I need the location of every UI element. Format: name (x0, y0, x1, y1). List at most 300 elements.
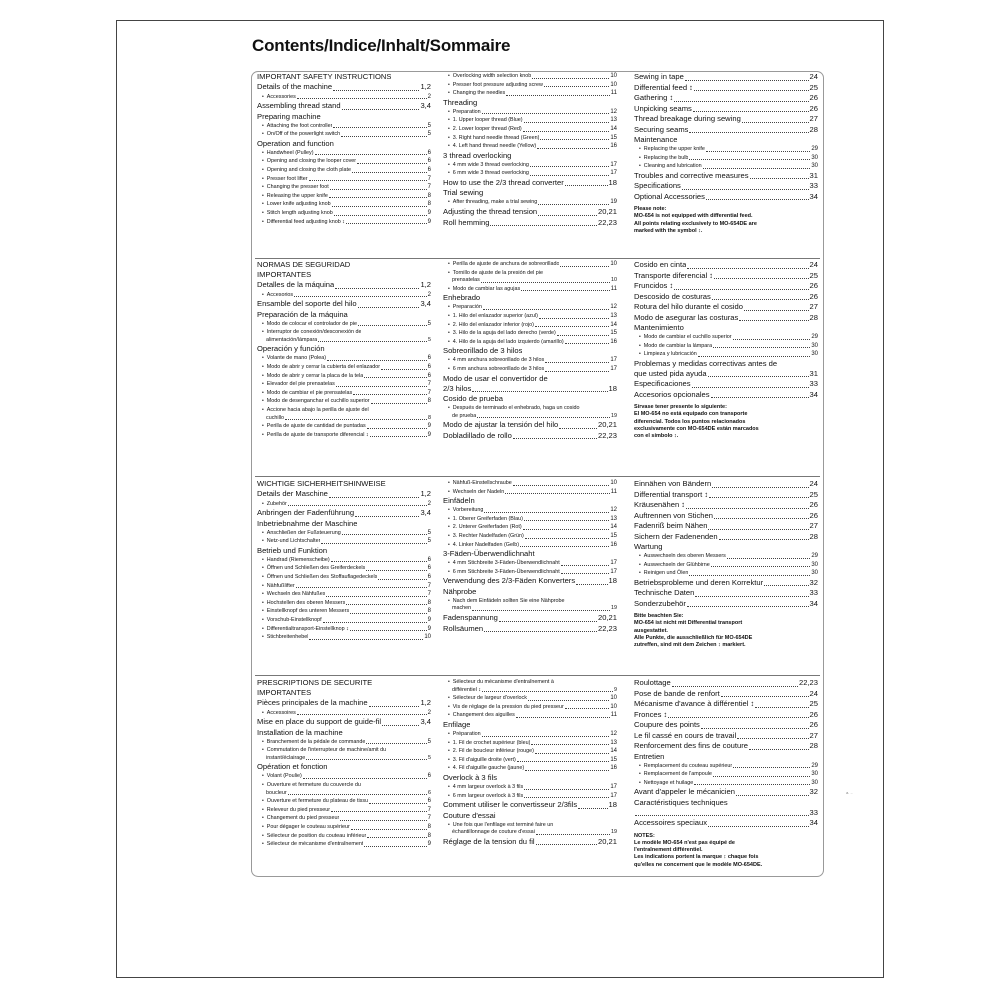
entry-title: • 3. Rechter Nadelfaden (Grün) (448, 532, 524, 541)
dot-leader (535, 326, 609, 327)
column-2 (443, 479, 617, 674)
entry-title: • Después de terminado el enhebrado, haga un cosido (448, 404, 580, 413)
toc-entry (443, 773, 617, 783)
column-3 (634, 260, 818, 474)
page-number: 12 (610, 507, 617, 514)
toc-entry (443, 374, 617, 384)
page-number: 17 (610, 792, 617, 799)
dot-leader (366, 570, 426, 571)
toc-entry (257, 537, 431, 546)
entry-title: PRESCRIPTIONS DE SECURITE (257, 678, 373, 687)
page-number: 30 (811, 570, 818, 577)
entry-title: Securing seams (634, 124, 689, 134)
entry-title: Operación y función (257, 344, 325, 354)
entry-title: • Presser foot pressure adjusting screw (448, 81, 543, 90)
page-number: 10 (610, 695, 617, 702)
entry-title: instant/éclairage (266, 754, 306, 761)
entry-title: • 6 mm largeur overlock à 3 fils (448, 792, 523, 801)
page-number: 26 (809, 103, 818, 113)
page-number: 15 (610, 532, 617, 539)
toc-entry (257, 422, 431, 431)
toc-entry (443, 116, 617, 125)
toc-entry (443, 687, 617, 695)
dot-leader (327, 360, 427, 361)
page-number: 9 (427, 218, 431, 225)
entry-title: Caractéristiques techniques (634, 797, 728, 807)
dot-leader (472, 610, 610, 611)
entry-title: échantillonnage de couture d'essai (452, 829, 535, 836)
entry-title: Accesorios opcionales (634, 389, 710, 399)
entry-title: 2/3 hilos (443, 383, 472, 393)
dot-leader (712, 299, 809, 300)
entry-title: Adjusting the thread tension (443, 207, 538, 217)
toc-entry (443, 587, 617, 597)
toc-entry (257, 139, 431, 149)
toc-entry (634, 787, 818, 798)
toc-entry (634, 145, 818, 154)
page-number: 34 (809, 389, 818, 399)
dot-leader (545, 371, 609, 372)
page-number: 1,2 (420, 280, 431, 289)
entry-title: • Volant (Poulie) (262, 772, 302, 781)
toc-entry (634, 171, 818, 182)
toc-entry (634, 302, 818, 313)
entry-title: • 2. Fil de boucleur inférieur (rouge) (448, 747, 534, 756)
page-number: 31 (809, 368, 818, 378)
toc-entry (634, 313, 818, 324)
page-number: 8 (427, 192, 431, 199)
page-number: 10 (611, 277, 617, 284)
dot-leader (674, 289, 808, 290)
page-number: 6 (427, 573, 431, 580)
dot-leader (506, 95, 610, 96)
toc-entry (257, 797, 431, 806)
dot-leader (719, 539, 809, 540)
toc-entry (634, 162, 818, 171)
toc-entry (634, 181, 818, 192)
toc-entry (257, 616, 431, 625)
dot-leader (530, 175, 609, 176)
page-number: 7 (427, 806, 431, 813)
entry-title: Sewing in tape (634, 72, 684, 81)
page-number: 6 (427, 372, 431, 379)
toc-entry (634, 762, 818, 771)
entry-title: Roll hemming (443, 217, 490, 227)
entry-title: • Zubehör (262, 500, 287, 509)
toc-entry (634, 379, 818, 390)
toc-entry (634, 599, 818, 610)
toc-entry (443, 605, 617, 613)
dot-leader (505, 493, 610, 494)
page-number: 22,23 (597, 217, 617, 227)
entry-title: • Lower knife adjusting knob (262, 200, 331, 209)
dot-leader (513, 485, 610, 486)
page-number: 8 (427, 823, 431, 830)
toc-entry (443, 142, 617, 151)
dot-leader (536, 834, 610, 835)
entry-title: Wartung (634, 542, 663, 551)
toc-entry (257, 738, 431, 747)
dot-leader (288, 505, 427, 506)
toc-entry (257, 582, 431, 591)
page-number: 29 (811, 553, 818, 559)
entry-title: Opération et fonction (257, 762, 328, 772)
toc-entry (257, 489, 431, 500)
toc-entry (634, 532, 818, 543)
dot-leader (672, 686, 798, 687)
entry-title: Mantenimiento (634, 323, 684, 332)
toc-entry (634, 699, 818, 710)
dot-leader (711, 566, 811, 567)
note-line: marked with the symbol ↕. (634, 227, 703, 234)
dot-leader (736, 795, 809, 796)
page-number: 6 (427, 355, 431, 362)
entry-title: • Differential feed adjusting knob ↕ (262, 218, 345, 227)
entry-title: • Ouverture et fermeture du plateau de tissu (262, 797, 368, 806)
entry-title: Gathering ↕ (634, 93, 674, 102)
page-number: 20,21 (597, 836, 617, 846)
toc-entry (257, 625, 431, 634)
page-number: 1,2 (420, 698, 431, 707)
entry-title: Enfilage (443, 719, 471, 729)
page-number: 28 (809, 312, 818, 322)
dot-leader (706, 199, 809, 200)
page-number: 10 (610, 81, 617, 88)
dot-leader (326, 596, 426, 597)
entry-title: Details of the machine (257, 82, 333, 91)
band-german (252, 479, 823, 674)
dot-leader (484, 631, 597, 632)
toc-entry (257, 832, 431, 841)
toc-entry (443, 169, 617, 178)
toc-entry (443, 338, 617, 347)
page-number: 18 (608, 177, 617, 187)
dot-leader (528, 700, 609, 701)
entry-title: • After threading, make a trial sewing (448, 198, 537, 207)
dot-leader (714, 278, 808, 279)
dot-leader (483, 309, 609, 310)
note-line: qu'elles ne concernent que le modèle MO-654DE. (634, 861, 763, 868)
entry-title: • Accessories (262, 93, 296, 102)
page-number: 6 (427, 158, 431, 165)
toc-entry (443, 356, 617, 365)
toc-entry (634, 578, 818, 589)
entry-title: • 4 mm Stichbreite 3-Fäden-Überwendlichnaht (448, 559, 560, 568)
toc-entry (443, 541, 617, 550)
band-separator (255, 476, 820, 477)
entry-title: • Modo de cambiar el pie prensatelas (262, 389, 352, 398)
dot-leader (744, 310, 809, 311)
dot-leader (703, 168, 811, 169)
toc-entry (443, 346, 617, 356)
dot-leader (524, 122, 610, 123)
toc-entry (257, 192, 431, 201)
entry-title: de prueba (452, 412, 477, 419)
toc-entry (634, 552, 818, 561)
column-2 (443, 678, 617, 876)
toc-entry (257, 479, 431, 489)
toc-entry (257, 678, 431, 688)
dot-leader (520, 546, 609, 547)
page-number: 19 (611, 605, 617, 612)
dot-leader (499, 621, 597, 622)
column-1 (257, 72, 431, 255)
entry-title: • Differentialtransport-Einstellknop ↕ (262, 625, 349, 634)
entry-title: Betrieb und Funktion (257, 545, 328, 555)
dot-leader (538, 215, 597, 216)
toc-entry (634, 154, 818, 163)
page-number: 27 (809, 114, 818, 123)
toc-entry (443, 431, 617, 442)
dot-leader (357, 163, 427, 164)
toc-entry (257, 299, 431, 310)
page-number: 33 (809, 807, 818, 817)
toc-entry (443, 312, 617, 321)
dot-leader (335, 288, 419, 289)
entry-title: Réglage de la tension du fil (443, 836, 535, 846)
dot-leader (524, 797, 609, 798)
toc-entry (257, 157, 431, 166)
entry-title: • Préparation (448, 730, 481, 739)
toc-entry (634, 511, 818, 522)
entry-title: • 4 mm wide 3 thread overlocking (448, 161, 529, 170)
entry-title: Cosido de prueba (443, 394, 503, 404)
entry-title: NORMAS DE SEGURIDAD (257, 260, 351, 269)
toc-entry (634, 490, 818, 501)
page-number: 29 (811, 762, 818, 769)
toc-entry (634, 114, 818, 125)
toc-entry (634, 752, 818, 762)
toc-entry (443, 678, 617, 687)
page-number: 9 (427, 616, 431, 623)
toc-entry (443, 198, 617, 207)
entry-title: • Accessoires (262, 709, 296, 718)
entry-title: • Remplacement de l'ampoule (639, 770, 712, 779)
dot-leader (370, 436, 427, 437)
toc-entry (634, 323, 818, 333)
toc-entry (443, 98, 617, 108)
page-number: 16 (610, 338, 617, 345)
dot-leader (565, 708, 609, 709)
entry-title: Enhebrado (443, 293, 481, 303)
entry-title: • Tornillo de ajuste de la presión del pie (448, 269, 543, 278)
toc-entry (257, 529, 431, 538)
toc-entry (634, 271, 818, 282)
dot-leader (490, 225, 597, 226)
toc-entry (257, 717, 431, 728)
dot-leader (306, 759, 427, 760)
entry-title: alimentación/lámpara (266, 336, 318, 343)
note-line: con el símbolo ↕. (634, 433, 679, 440)
toc-entry (443, 703, 617, 712)
entry-title: prensatelas (452, 277, 480, 284)
dot-leader (329, 497, 420, 498)
page-number: 16 (610, 143, 617, 150)
toc-entry (443, 720, 617, 730)
page-number: 20,21 (597, 207, 617, 217)
page-number: 17 (610, 357, 617, 364)
toc-entry (634, 260, 818, 271)
dot-leader (477, 417, 610, 418)
dot-leader (296, 587, 427, 588)
dot-leader (524, 520, 609, 521)
entry-title: Nähprobe (443, 586, 477, 596)
entry-title: • Modo de abrir y cerrar la cubierta del enlazador (262, 363, 380, 372)
toc-entry (443, 207, 617, 218)
page-number: 6 (427, 166, 431, 173)
toc-entry (257, 183, 431, 192)
dot-leader (318, 341, 427, 342)
dot-leader (559, 428, 597, 429)
page-number: 9 (427, 431, 431, 438)
page-number: 32 (809, 787, 818, 797)
entry-title: Modo de asegurar las costuras (634, 312, 739, 322)
entry-title: Accessoires speciaux (634, 818, 708, 828)
dot-leader (694, 90, 809, 91)
page-number: 1,2 (420, 82, 431, 91)
page-number: 30 (811, 771, 818, 778)
toc-entry (634, 281, 818, 292)
page-number: 8 (427, 201, 431, 208)
dot-leader (713, 347, 810, 348)
entry-title: que usted pida ayuda (634, 368, 707, 378)
page-number: 22,23 (597, 430, 617, 440)
entry-title: • Opening and closing the cloth plate (262, 166, 351, 175)
toc-entry (257, 260, 431, 270)
note-line: Les indications portent la marque ↕ chaque fois (634, 854, 759, 861)
dot-leader (708, 826, 809, 827)
toc-entry (443, 188, 617, 198)
toc-entry (257, 389, 431, 398)
entry-title: Comment utiliser le convertisseur 2/3fils (443, 800, 578, 810)
entry-title: Preparación de la máquina (257, 309, 348, 319)
page-number: 6 (427, 556, 431, 563)
dot-leader (689, 132, 808, 133)
entry-title: Operation and function (257, 138, 334, 148)
entry-title: Betriebsprobleme und deren Korrektur (634, 577, 764, 587)
model-note (634, 613, 818, 649)
entry-title: • Nettoyage et huilage (639, 779, 693, 788)
entry-title: Dobladillado de rollo (443, 430, 512, 440)
page-number: 9 (427, 841, 431, 848)
page-number: 32 (809, 577, 818, 587)
band-english (252, 72, 823, 255)
column-1 (257, 678, 431, 876)
dot-leader (346, 223, 427, 224)
page-number: 17 (610, 783, 617, 790)
toc-entry (257, 380, 431, 389)
entry-title: • Accione hacia abajo la perilla de ajuste del (262, 406, 369, 415)
page-number: 19 (610, 199, 617, 206)
page-number: 6 (427, 363, 431, 370)
dot-leader (525, 770, 609, 771)
toc-entry (443, 694, 617, 703)
dot-leader (538, 204, 609, 205)
page-number: 15 (610, 330, 617, 337)
band-separator (255, 258, 820, 259)
toc-entry (257, 728, 431, 738)
toc-entry (257, 310, 431, 320)
toc-entry (257, 200, 431, 209)
page-number: 2 (427, 291, 431, 298)
column-2 (443, 260, 617, 474)
model-note (634, 833, 818, 869)
toc-entry (443, 479, 617, 488)
toc-entry (443, 792, 617, 801)
toc-entry (443, 218, 617, 229)
dot-leader (381, 369, 427, 370)
entry-title: Fadenriß beim Nähen (634, 521, 708, 530)
entry-title: • Perilla de ajuste de anchura de sobreorillado (448, 260, 559, 269)
dot-leader (355, 516, 419, 517)
toc-entry (443, 285, 617, 294)
toc-entry (257, 840, 431, 849)
toc-entry (443, 576, 617, 587)
toc-entry (443, 624, 617, 635)
toc-entry (257, 564, 431, 573)
toc-entry (443, 81, 617, 90)
note-line: Alle Punkte, die ausschließlich für MO-654DE (634, 634, 753, 641)
dot-leader (530, 166, 609, 167)
entry-title: Fronces ↕ (634, 709, 668, 719)
entry-title: Optional Accessories (634, 191, 705, 201)
dot-leader (330, 189, 427, 190)
entry-title: • Öffnen und Schließen des Stoffauflagedeckels (262, 573, 377, 582)
dot-leader (350, 630, 427, 631)
entry-title: Sichern der Fadenenden (634, 531, 718, 541)
page-number: 5 (427, 131, 431, 138)
entry-title: • 4 mm largeur overlock à 3 fils (448, 783, 523, 792)
page-number: 22,23 (798, 678, 818, 687)
entry-title: • Modo de colocar el controlador de pie (262, 320, 357, 329)
toc-entry (443, 89, 617, 98)
dot-leader (521, 290, 610, 291)
dot-leader (733, 767, 810, 768)
dot-leader (687, 606, 809, 607)
entry-title: • Stitch length adjusting knob (262, 209, 333, 218)
dot-leader (711, 397, 809, 398)
entry-title: • 6 mm anchura sobreorillado de 3 hilos (448, 365, 544, 374)
entry-title: Differential transport ↕ (634, 489, 709, 499)
page-number: 17 (610, 365, 617, 372)
entry-title: • Elevador del pie prensatelas (262, 380, 335, 389)
entry-title: • Nähfuß-Einstellschraube (448, 479, 512, 488)
note-line: Bitte beachten Sie: (634, 613, 684, 620)
page-number: 3,4 (420, 299, 431, 309)
toc-entry (257, 415, 431, 423)
toc-entry (634, 333, 818, 342)
toc-entry (443, 549, 617, 559)
entry-title: Unpicking seams (634, 103, 692, 113)
note-line: NOTES: (634, 832, 655, 839)
entry-title: machen (452, 605, 472, 612)
page-number: 8 (427, 832, 431, 839)
entry-title: • Preparation (448, 108, 481, 117)
toc-entry (443, 837, 617, 848)
dot-leader (693, 111, 809, 112)
dot-leader (536, 844, 597, 845)
entry-title: • Modo de abrir y cerrar la placa de la tela (262, 372, 363, 381)
toc-entry (257, 101, 431, 112)
toc-entry (634, 798, 818, 808)
page-number: 9 (427, 625, 431, 632)
band-separator (255, 675, 820, 676)
entry-title: Einfädeln (443, 496, 475, 506)
dot-leader (342, 534, 427, 535)
toc-entry (634, 542, 818, 552)
toc-entry (257, 291, 431, 300)
dot-leader (378, 579, 426, 580)
